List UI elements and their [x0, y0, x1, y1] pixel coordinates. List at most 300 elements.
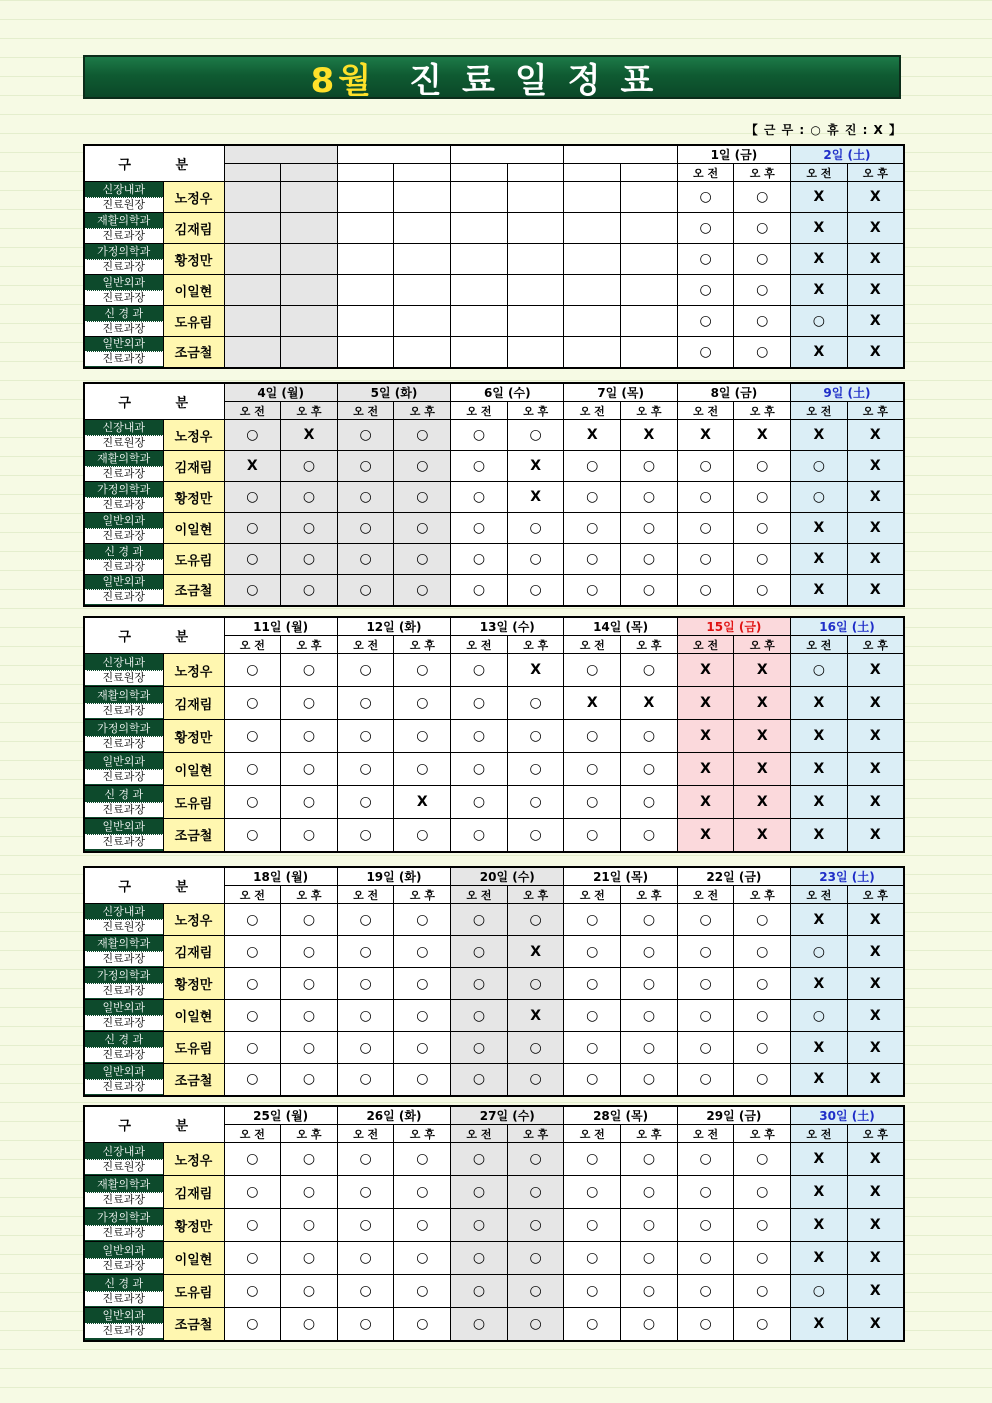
am-header: [224, 164, 281, 182]
department-label: 가정의학과: [85, 245, 163, 260]
department-label: 신 경 과: [85, 788, 163, 803]
am-header: 오 전: [337, 402, 394, 420]
doctor-row: [84, 337, 904, 368]
am-header: 오 전: [677, 1125, 734, 1143]
schedule-cell: [394, 306, 451, 337]
schedule-cell: [337, 306, 394, 337]
am-header: [451, 164, 508, 182]
schedule-cell: X: [791, 753, 848, 786]
schedule-cell: ○: [451, 420, 508, 451]
schedule-cell: ○: [281, 720, 338, 753]
schedule-cell: ○: [281, 687, 338, 720]
schedule-cell: ○: [281, 753, 338, 786]
doctor-row: [84, 575, 904, 606]
schedule-cell: [281, 275, 338, 306]
schedule-cell: ○: [394, 482, 451, 513]
department-cell: [84, 936, 163, 968]
position-label: 진료원장: [85, 671, 163, 685]
schedule-cell: [224, 182, 281, 213]
schedule-cell: ○: [677, 1308, 734, 1341]
schedule-cell: ○: [281, 1242, 338, 1275]
day-header: 27일 (수): [451, 1106, 564, 1125]
schedule-cell: ○: [564, 1275, 621, 1308]
schedule-cell: ○: [621, 819, 678, 852]
schedule-cell: ○: [337, 544, 394, 575]
schedule-cell: X: [791, 1064, 848, 1096]
schedule-cell: ○: [564, 819, 621, 852]
day-header: 19일 (화): [337, 867, 450, 886]
schedule-cell: ○: [507, 1064, 564, 1096]
title-bar: [83, 55, 901, 99]
schedule-cell: ○: [337, 482, 394, 513]
doctor-name: 조금철: [163, 575, 224, 606]
pm-header: 오 후: [394, 1125, 451, 1143]
schedule-cell: ○: [734, 182, 791, 213]
department-cell: [84, 1275, 163, 1308]
doctor-name: 조금철: [163, 1308, 224, 1341]
position-label: 진료과장: [85, 260, 163, 274]
doctor-name: 도유림: [163, 1032, 224, 1064]
pm-header: 오 후: [394, 402, 451, 420]
schedule-cell: ○: [451, 904, 508, 936]
schedule-cell: ○: [621, 936, 678, 968]
schedule-cell: ○: [224, 1308, 281, 1341]
am-header: 오 전: [451, 402, 508, 420]
schedule-cell: ○: [451, 753, 508, 786]
schedule-cell: ○: [791, 1275, 848, 1308]
schedule-cell: X: [677, 654, 734, 687]
schedule-cell: [394, 275, 451, 306]
schedule-cell: X: [847, 1209, 904, 1242]
schedule-cell: ○: [621, 1308, 678, 1341]
schedule-cell: X: [791, 786, 848, 819]
department-cell: [84, 275, 163, 306]
position-label: 진료원장: [85, 1160, 163, 1174]
doctor-row: [84, 1143, 904, 1176]
day-header: 8일 (금): [677, 383, 790, 402]
schedule-cell: ○: [281, 1308, 338, 1341]
day-header: 21일 (목): [564, 867, 677, 886]
schedule-cell: ○: [451, 1176, 508, 1209]
schedule-cell: ○: [451, 482, 508, 513]
schedule-cell: ○: [394, 968, 451, 1000]
schedule-cell: X: [791, 275, 848, 306]
schedule-cell: ○: [734, 482, 791, 513]
position-label: 진료원장: [85, 920, 163, 934]
schedule-cell: ○: [337, 1209, 394, 1242]
department-label: 일반외과: [85, 1309, 163, 1324]
department-label: 가정의학과: [85, 969, 163, 984]
day-header: [451, 145, 564, 164]
schedule-cell: X: [281, 420, 338, 451]
schedule-cell: ○: [337, 1032, 394, 1064]
schedule-cell: ○: [224, 968, 281, 1000]
schedule-cell: [281, 337, 338, 368]
schedule-cell: [451, 306, 508, 337]
schedule-cell: ○: [281, 1176, 338, 1209]
doctor-row: [84, 720, 904, 753]
day-header: 16일 (土): [791, 617, 904, 636]
doctor-name: 조금철: [163, 819, 224, 852]
schedule-cell: ○: [281, 1064, 338, 1096]
schedule-cell: ○: [564, 1209, 621, 1242]
department-label: 일반외과: [85, 755, 163, 770]
schedule-cell: ○: [394, 1242, 451, 1275]
pm-header: [621, 164, 678, 182]
schedule-cell: ○: [677, 213, 734, 244]
schedule-cell: ○: [451, 1032, 508, 1064]
schedule-cell: ○: [281, 482, 338, 513]
doctor-name: 노정우: [163, 904, 224, 936]
schedule-cell: ○: [621, 1000, 678, 1032]
department-cell: [84, 575, 163, 606]
schedule-cell: ○: [281, 1209, 338, 1242]
schedule-cell: [621, 213, 678, 244]
doctor-row: [84, 819, 904, 852]
schedule-cell: X: [791, 244, 848, 275]
department-label: 가정의학과: [85, 1211, 163, 1226]
schedule-cell: ○: [394, 1176, 451, 1209]
department-label: 신장내과: [85, 1145, 163, 1160]
department-cell: [84, 1143, 163, 1176]
schedule-cell: ○: [677, 482, 734, 513]
department-cell: [84, 1032, 163, 1064]
schedule-cell: ○: [337, 575, 394, 606]
schedule-cell: ○: [734, 1209, 791, 1242]
schedule-cell: X: [507, 451, 564, 482]
department-cell: [84, 819, 163, 852]
department-label: 재활의학과: [85, 689, 163, 704]
day-header: 9일 (土): [791, 383, 904, 402]
schedule-cell: ○: [337, 1275, 394, 1308]
department-label: 재활의학과: [85, 214, 163, 229]
schedule-cell: ○: [394, 1143, 451, 1176]
schedule-cell: ○: [677, 544, 734, 575]
schedule-cell: ○: [394, 544, 451, 575]
schedule-cell: ○: [281, 968, 338, 1000]
schedule-cell: ○: [224, 819, 281, 852]
schedule-cell: ○: [337, 936, 394, 968]
pm-header: 오 후: [847, 402, 904, 420]
am-header: 오 전: [224, 886, 281, 904]
doctor-row: [84, 1000, 904, 1032]
schedule-cell: ○: [734, 1242, 791, 1275]
schedule-cell: ○: [507, 513, 564, 544]
department-label: 가정의학과: [85, 722, 163, 737]
department-cell: [84, 968, 163, 1000]
schedule-cell: X: [791, 1308, 848, 1341]
schedule-cell: [507, 306, 564, 337]
schedule-cell: ○: [564, 1308, 621, 1341]
schedule-cell: [564, 275, 621, 306]
schedule-cell: ○: [621, 1064, 678, 1096]
position-label: 진료과장: [85, 498, 163, 512]
department-label: 일반외과: [85, 1065, 163, 1080]
doctor-row: [84, 1242, 904, 1275]
schedule-cell: X: [791, 968, 848, 1000]
doctor-row: [84, 275, 904, 306]
department-cell: [84, 786, 163, 819]
schedule-cell: X: [847, 904, 904, 936]
pm-header: [507, 164, 564, 182]
schedule-cell: ○: [451, 1000, 508, 1032]
schedule-cell: X: [791, 1209, 848, 1242]
pm-header: 오 후: [507, 636, 564, 654]
doctor-name: 황정만: [163, 482, 224, 513]
doctor-row: [84, 936, 904, 968]
schedule-cell: ○: [507, 1209, 564, 1242]
schedule-cell: ○: [507, 687, 564, 720]
am-header: 오 전: [791, 886, 848, 904]
doctor-name: 이일현: [163, 753, 224, 786]
am-header: [337, 164, 394, 182]
week-table: [83, 144, 905, 369]
day-header: 23일 (土): [791, 867, 904, 886]
schedule-cell: ○: [621, 513, 678, 544]
schedule-cell: X: [847, 753, 904, 786]
schedule-cell: ○: [451, 819, 508, 852]
schedule-cell: ○: [337, 720, 394, 753]
department-label: 일반외과: [85, 1001, 163, 1016]
schedule-cell: ○: [734, 1176, 791, 1209]
schedule-cell: ○: [224, 575, 281, 606]
department-cell: [84, 213, 163, 244]
schedule-cell: ○: [451, 786, 508, 819]
position-label: 진료과장: [85, 1259, 163, 1273]
position-label: 진료과장: [85, 835, 163, 849]
schedule-cell: ○: [564, 786, 621, 819]
schedule-cell: ○: [507, 786, 564, 819]
schedule-cell: ○: [451, 1064, 508, 1096]
department-label: 재활의학과: [85, 1178, 163, 1193]
schedule-cell: [281, 306, 338, 337]
schedule-cell: ○: [791, 936, 848, 968]
week-table: [83, 382, 905, 607]
department-label: 신 경 과: [85, 1277, 163, 1292]
department-label: 신 경 과: [85, 307, 163, 322]
schedule-cell: ○: [337, 1064, 394, 1096]
schedule-cell: ○: [224, 687, 281, 720]
day-header: 28일 (목): [564, 1106, 677, 1125]
week-table: [83, 866, 905, 1097]
schedule-cell: ○: [734, 544, 791, 575]
schedule-cell: ○: [281, 451, 338, 482]
schedule-cell: ○: [224, 513, 281, 544]
schedule-cell: X: [507, 1000, 564, 1032]
doctor-row: [84, 786, 904, 819]
schedule-cell: [394, 182, 451, 213]
schedule-cell: ○: [451, 513, 508, 544]
doctor-row: [84, 753, 904, 786]
schedule-cell: ○: [734, 275, 791, 306]
schedule-cell: [394, 244, 451, 275]
schedule-cell: ○: [337, 819, 394, 852]
am-header: 오 전: [451, 636, 508, 654]
schedule-cell: [281, 213, 338, 244]
am-header: 오 전: [677, 402, 734, 420]
schedule-cell: ○: [564, 1000, 621, 1032]
doctor-name: 도유림: [163, 786, 224, 819]
schedule-cell: ○: [621, 482, 678, 513]
schedule-cell: ○: [394, 1032, 451, 1064]
position-label: 진료과장: [85, 322, 163, 336]
am-header: 오 전: [224, 1125, 281, 1143]
schedule-cell: X: [677, 819, 734, 852]
schedule-cell: ○: [337, 1308, 394, 1341]
schedule-cell: ○: [621, 575, 678, 606]
position-label: 진료과장: [85, 590, 163, 604]
am-header: 오 전: [337, 886, 394, 904]
schedule-cell: X: [507, 936, 564, 968]
department-label: 신장내과: [85, 656, 163, 671]
schedule-cell: ○: [224, 1176, 281, 1209]
schedule-cell: ○: [734, 306, 791, 337]
position-label: 진료과장: [85, 737, 163, 751]
schedule-cell: [224, 337, 281, 368]
schedule-cell: X: [791, 1176, 848, 1209]
doctor-name: 조금철: [163, 1064, 224, 1096]
pm-header: 오 후: [507, 1125, 564, 1143]
department-label: 일반외과: [85, 820, 163, 835]
position-label: 진료과장: [85, 1016, 163, 1030]
schedule-cell: ○: [621, 451, 678, 482]
schedule-cell: [621, 182, 678, 213]
day-header: 29일 (금): [677, 1106, 790, 1125]
schedule-cell: ○: [507, 544, 564, 575]
schedule-cell: [451, 213, 508, 244]
schedule-cell: ○: [734, 1032, 791, 1064]
pm-header: 오 후: [734, 402, 791, 420]
schedule-cell: X: [791, 337, 848, 368]
schedule-cell: ○: [791, 654, 848, 687]
gubun-header: 구 분: [84, 867, 224, 904]
schedule-cell: X: [847, 420, 904, 451]
pm-header: 오 후: [507, 402, 564, 420]
doctor-row: [84, 482, 904, 513]
schedule-cell: ○: [677, 1143, 734, 1176]
pm-header: 오 후: [621, 886, 678, 904]
department-cell: [84, 720, 163, 753]
am-header: 오 전: [677, 886, 734, 904]
position-label: 진료과장: [85, 229, 163, 243]
doctor-row: [84, 513, 904, 544]
department-cell: [84, 306, 163, 337]
schedule-cell: [621, 244, 678, 275]
schedule-cell: ○: [281, 575, 338, 606]
schedule-cell: ○: [281, 819, 338, 852]
department-label: 재활의학과: [85, 452, 163, 467]
schedule-cell: X: [791, 1242, 848, 1275]
pm-header: 오 후: [734, 886, 791, 904]
schedule-cell: [224, 244, 281, 275]
position-label: 진료과장: [85, 1080, 163, 1094]
schedule-cell: ○: [394, 1064, 451, 1096]
schedule-cell: ○: [281, 786, 338, 819]
schedule-cell: X: [734, 420, 791, 451]
schedule-cell: ○: [337, 687, 394, 720]
schedule-cell: X: [847, 337, 904, 368]
position-label: 진료과장: [85, 984, 163, 998]
position-label: 진료과장: [85, 1324, 163, 1338]
position-label: 진료원장: [85, 436, 163, 450]
department-label: 가정의학과: [85, 483, 163, 498]
pm-header: 오 후: [734, 1125, 791, 1143]
department-cell: [84, 420, 163, 451]
schedule-cell: ○: [621, 1176, 678, 1209]
schedule-cell: ○: [564, 936, 621, 968]
schedule-cell: ○: [451, 720, 508, 753]
schedule-cell: X: [791, 544, 848, 575]
doctor-row: [84, 1275, 904, 1308]
schedule-cell: X: [847, 786, 904, 819]
pm-header: 오 후: [507, 886, 564, 904]
schedule-cell: ○: [507, 420, 564, 451]
doctor-name: 이일현: [163, 1000, 224, 1032]
week-table: [83, 1105, 905, 1342]
schedule-cell: [507, 337, 564, 368]
doctor-name: 황정만: [163, 720, 224, 753]
schedule-cell: ○: [224, 1209, 281, 1242]
schedule-cell: ○: [621, 1143, 678, 1176]
am-header: 오 전: [564, 1125, 621, 1143]
schedule-cell: [564, 213, 621, 244]
doctor-name: 김재림: [163, 687, 224, 720]
schedule-cell: ○: [677, 1209, 734, 1242]
position-label: 진료과장: [85, 560, 163, 574]
schedule-cell: ○: [337, 753, 394, 786]
schedule-cell: ○: [677, 1064, 734, 1096]
doctor-name: 이일현: [163, 513, 224, 544]
position-label: 진료과장: [85, 952, 163, 966]
schedule-cell: X: [847, 1275, 904, 1308]
schedule-cell: ○: [564, 1064, 621, 1096]
schedule-cell: ○: [734, 1143, 791, 1176]
pm-header: [394, 164, 451, 182]
schedule-cell: X: [847, 687, 904, 720]
schedule-cell: ○: [677, 936, 734, 968]
schedule-cell: X: [791, 720, 848, 753]
schedule-cell: [621, 306, 678, 337]
doctor-name: 이일현: [163, 275, 224, 306]
department-label: 신장내과: [85, 183, 163, 198]
schedule-cell: ○: [677, 337, 734, 368]
schedule-cell: ○: [281, 936, 338, 968]
doctor-name: 김재림: [163, 451, 224, 482]
title-month: 8월: [310, 60, 376, 101]
doctor-row: [84, 1064, 904, 1096]
schedule-cell: ○: [337, 968, 394, 1000]
doctor-row: [84, 213, 904, 244]
schedule-cell: [337, 182, 394, 213]
department-label: 일반외과: [85, 337, 163, 352]
schedule-cell: ○: [621, 968, 678, 1000]
schedule-cell: ○: [224, 720, 281, 753]
schedule-cell: ○: [451, 575, 508, 606]
doctor-name: 도유림: [163, 1275, 224, 1308]
doctor-row: [84, 244, 904, 275]
schedule-cell: ○: [394, 687, 451, 720]
schedule-cell: ○: [564, 1032, 621, 1064]
day-header: 2일 (土): [791, 145, 904, 164]
schedule-cell: ○: [451, 451, 508, 482]
doctor-name: 조금철: [163, 337, 224, 368]
schedule-cell: ○: [507, 720, 564, 753]
schedule-cell: ○: [224, 1032, 281, 1064]
schedule-cell: ○: [394, 1275, 451, 1308]
schedule-cell: ○: [621, 544, 678, 575]
schedule-cell: ○: [451, 544, 508, 575]
doctor-row: [84, 904, 904, 936]
